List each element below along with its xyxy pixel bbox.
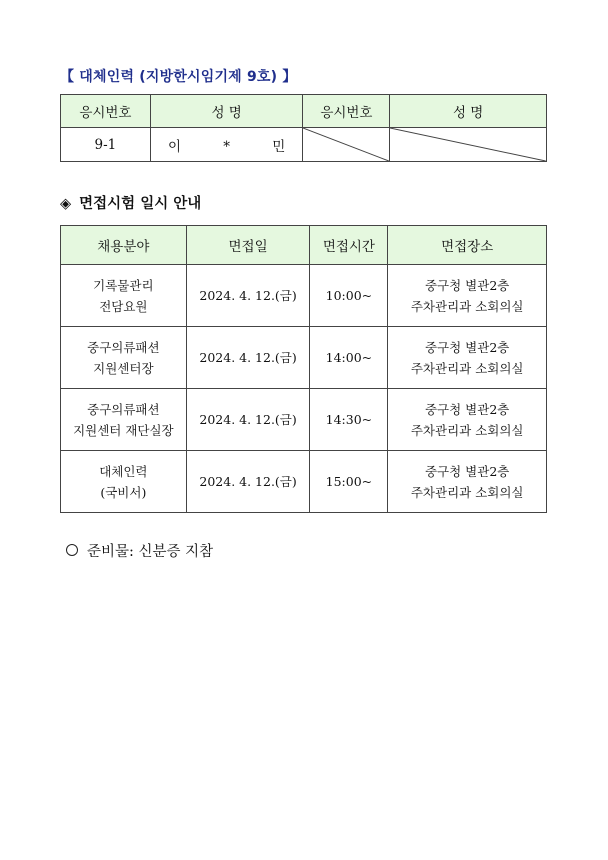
schedule-header [61, 226, 547, 265]
header-applicant-no: 응시번호 [61, 95, 151, 128]
header-name-2: 성 명 [390, 95, 547, 128]
place-cell: 중구청 별관2층 주차관리과 소회의실 [388, 389, 547, 451]
time-cell: 14:30~ [310, 389, 388, 451]
diamond-bullet-icon: ◈ [60, 196, 72, 212]
header-field: 채용분야 [61, 226, 187, 265]
date-cell: 2024. 4. 12.(금) [186, 327, 310, 389]
applicant-row [61, 128, 547, 162]
section-title-interview [60, 192, 201, 213]
diagonal-line [303, 128, 389, 161]
place-cell: 중구청 별관2층 주차관리과 소회의실 [388, 327, 547, 389]
applicant-table [60, 94, 547, 162]
table-row [61, 451, 547, 513]
interview-schedule-table [60, 225, 547, 513]
header-place: 면접장소 [388, 226, 547, 265]
empty-cell-slashed-2 [390, 128, 547, 162]
header-applicant-no-2: 응시번호 [303, 95, 390, 128]
table-row [61, 389, 547, 451]
header-time: 면접시간 [310, 226, 388, 265]
applicant-name: 이 * 민 [150, 128, 303, 162]
preparation-text: 준비물: 신분증 지참 [87, 544, 214, 560]
preparation-note [66, 540, 213, 561]
diagonal-line [390, 128, 546, 161]
time-cell: 15:00~ [310, 451, 388, 513]
header-date: 면접일 [186, 226, 310, 265]
header-name: 성 명 [150, 95, 303, 128]
applicant-id: 9-1 [61, 128, 151, 162]
empty-cell-slashed [303, 128, 390, 162]
field-cell: 중구의류패션 지원센터 재단실장 [61, 389, 187, 451]
time-cell: 10:00~ [310, 265, 388, 327]
field-cell: 중구의류패션 지원센터장 [61, 327, 187, 389]
table-row [61, 265, 547, 327]
field-cell: 기록물관리 전담요원 [61, 265, 187, 327]
field-cell: 대체인력 (국비서) [61, 451, 187, 513]
place-cell: 중구청 별관2층 주차관리과 소회의실 [388, 265, 547, 327]
applicant-table-header [61, 95, 547, 128]
interview-title-text: 면접시험 일시 안내 [79, 196, 202, 212]
section-title-substitute: 【 대체인력 (지방한시임기제 9호) 】 [60, 69, 297, 85]
circle-bullet-icon [66, 544, 78, 556]
date-cell: 2024. 4. 12.(금) [186, 451, 310, 513]
time-cell: 14:00~ [310, 327, 388, 389]
table-row [61, 327, 547, 389]
place-cell: 중구청 별관2층 주차관리과 소회의실 [388, 451, 547, 513]
date-cell: 2024. 4. 12.(금) [186, 389, 310, 451]
date-cell: 2024. 4. 12.(금) [186, 265, 310, 327]
